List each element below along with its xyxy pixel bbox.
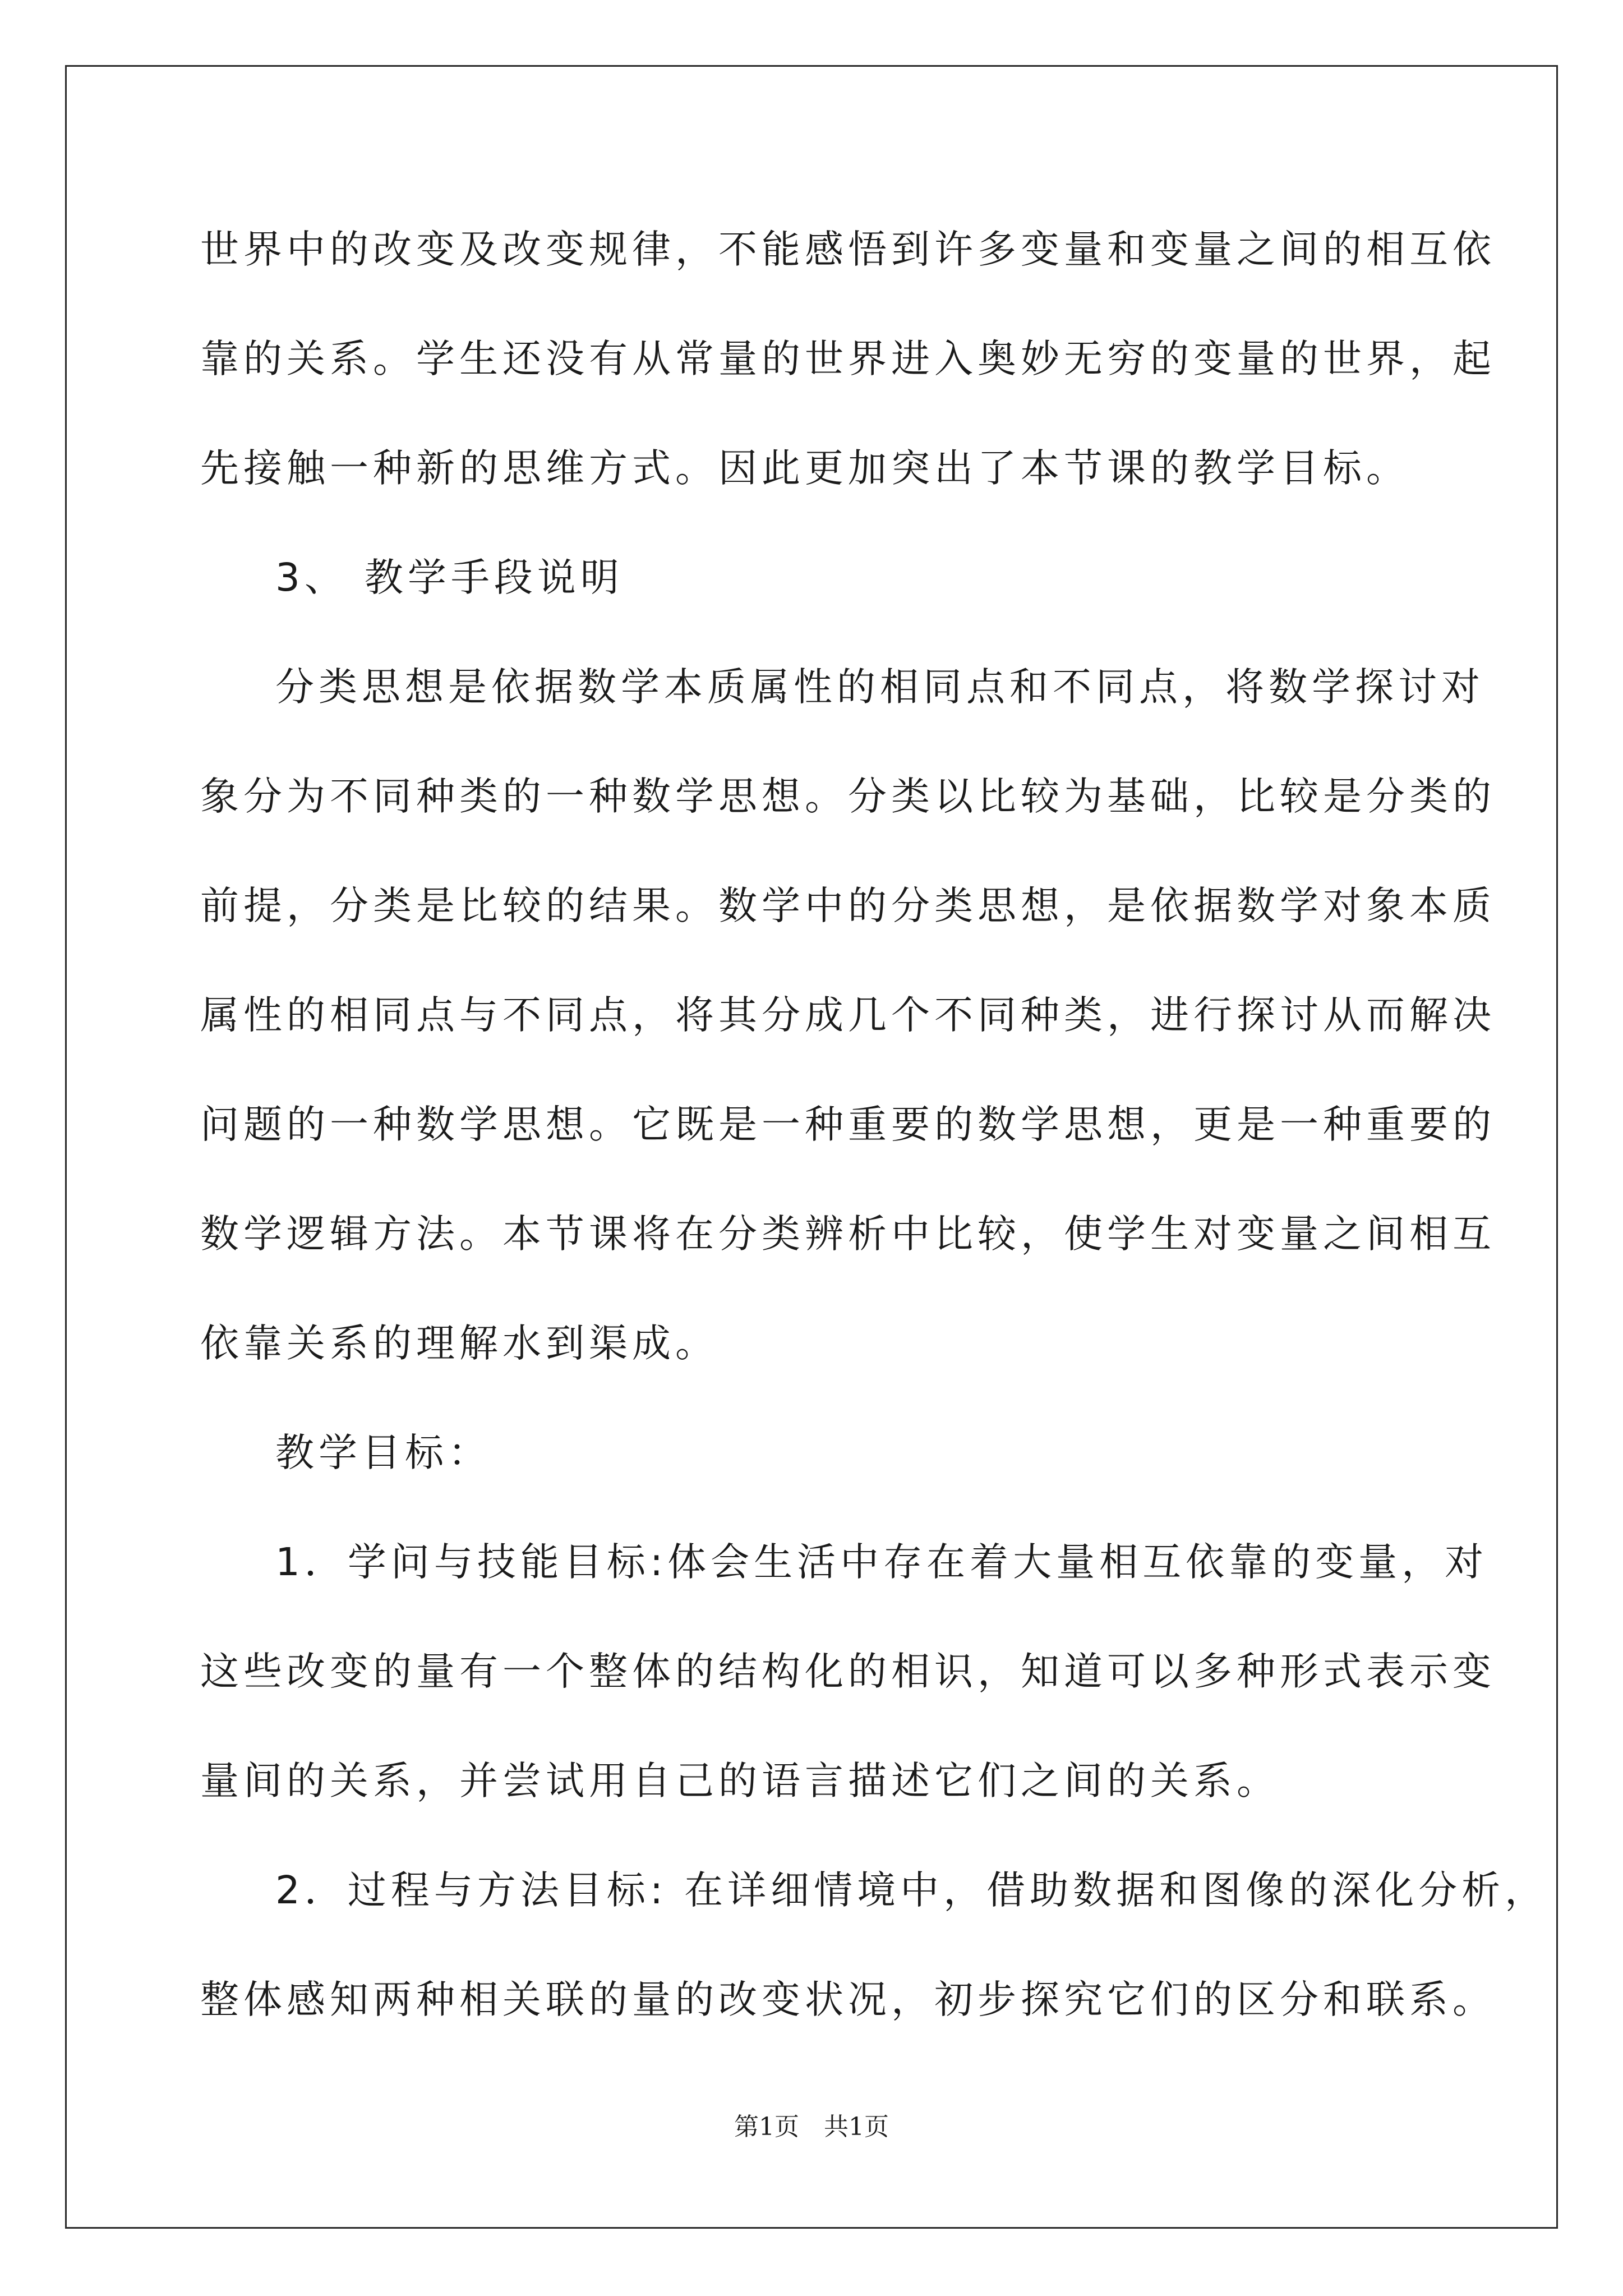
text-line: 量间的关系，并尝试用自己的语言描述它们之间的关系。 [200,1759,1280,1803]
text-line: 数学逻辑方法。本节课将在分类辨析中比较，使学生对变量之间相互 [200,1212,1496,1257]
text-line: 世界中的改变及改变规律，不能感悟到许多变量和变量之间的相互依 [200,227,1496,272]
page-number: 第1页 共1页 [734,2113,889,2141]
text-line: 前提，分类是比较的结果。数学中的分类思想，是依据数学对象本质 [200,884,1496,928]
text-line: 整体感知两种相关联的量的改变状况，初步探究它们的区分和联系。 [200,1977,1496,2022]
text-line: 1．学问与技能目标:体会生活中存在着大量相互依靠的变量，对 [275,1540,1488,1585]
text-line: 先接触一种新的思维方式。因此更加突出了本节课的教学目标。 [200,446,1409,491]
section-heading: 教学目标： [275,1430,491,1475]
section-heading: 3、 教学手段说明 [275,555,624,600]
text-line: 分类思想是依据数学本质属性的相同点和不同点，将数学探讨对 [275,665,1484,710]
text-line: 2．过程与方法目标: 在详细情境中，借助数据和图像的深化分析， [275,1868,1548,1913]
text-line: 属性的相同点与不同点，将其分成几个不同种类，进行探讨从而解决 [200,993,1496,1038]
page-footer [0,2111,1623,2143]
text-line: 象分为不同种类的一种数学思想。分类以比较为基础，比较是分类的 [200,774,1496,819]
text-line: 靠的关系。学生还没有从常量的世界进入奥妙无穷的变量的世界，起 [200,337,1496,381]
text-line: 这些改变的量有一个整体的结构化的相识，知道可以多种形式表示变 [200,1649,1496,1694]
text-line: 问题的一种数学思想。它既是一种重要的数学思想，更是一种重要的 [200,1102,1496,1147]
text-line: 依靠关系的理解水到渠成。 [200,1321,718,1366]
